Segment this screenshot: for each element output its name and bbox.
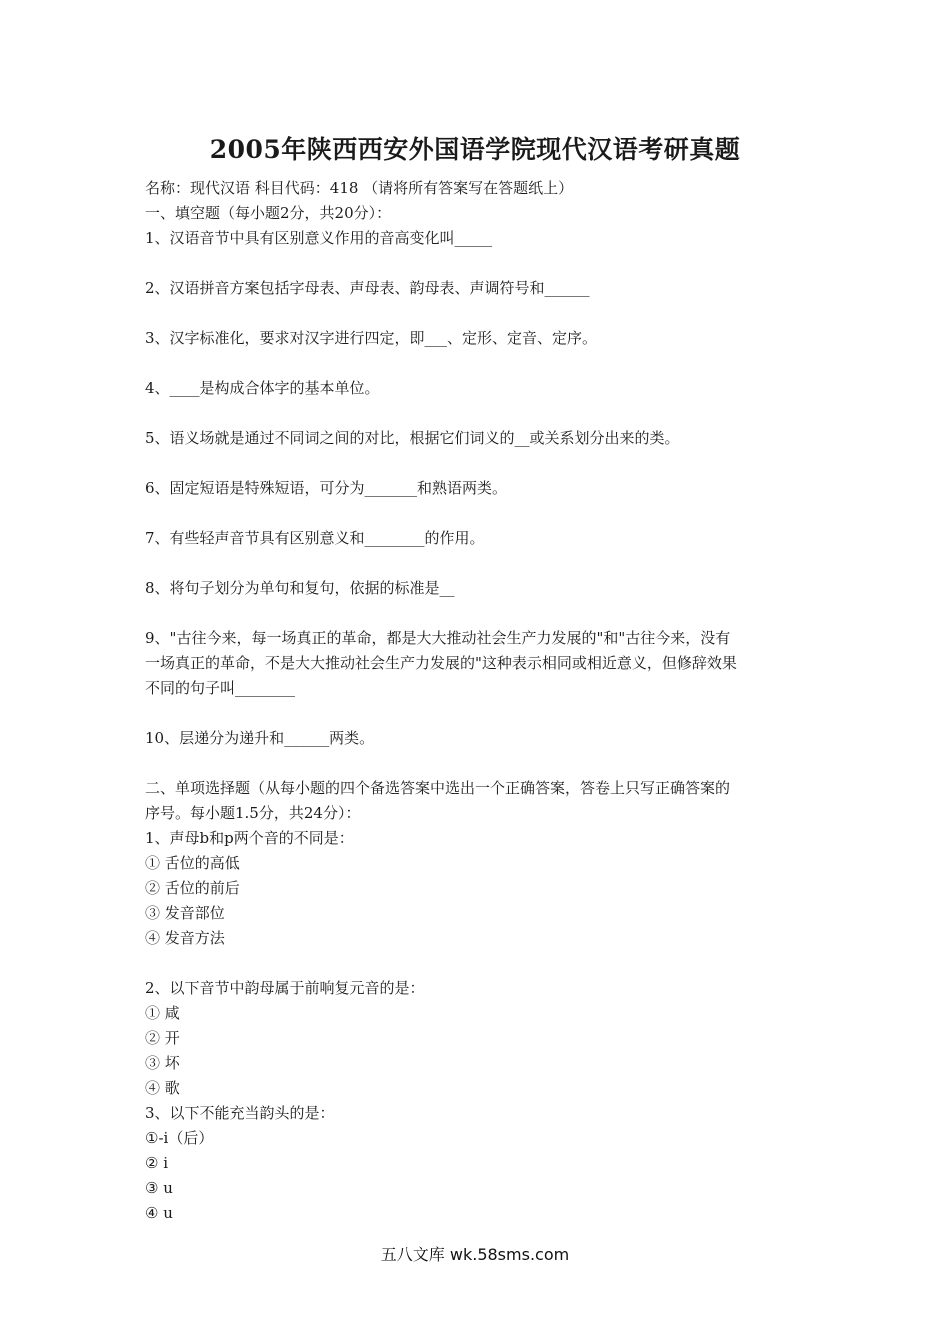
choice-option: ④ u xyxy=(145,1204,173,1222)
section2-heading-line-1: 二、单项选择题（从每小题的四个备选答案中选出一个正确答案，答卷上只写正确答案的 xyxy=(145,779,731,797)
fill-question-2: 2、汉语拼音方案包括字母表、声母表、韵母表、声调符号和______ xyxy=(145,279,590,297)
fill-question-7: 7、有些轻声音节具有区别意义和________的作用。 xyxy=(145,529,485,547)
fill-question-1: 1、汉语音节中具有区别意义作用的音高变化叫_____ xyxy=(145,229,493,247)
section2-heading-line-2: 序号。每小题1.5分，共24分）： xyxy=(145,804,361,822)
choice-question-2-stem: 2、以下音节中韵母属于前响复元音的是： xyxy=(145,979,425,997)
choice-option: ③ 坏 xyxy=(145,1054,180,1072)
fill-question-3: 3、汉字标准化，要求对汉字进行四定，即___、定形、定音、定序。 xyxy=(145,329,598,347)
choice-option: ④ 歌 xyxy=(145,1079,180,1097)
choice-option: ② 舌位的前后 xyxy=(145,879,240,897)
choice-question-3-stem: 3、以下不能充当韵头的是： xyxy=(145,1104,335,1122)
choice-option: ③ 发音部位 xyxy=(145,904,225,922)
fill-question-9-line-1: 9、"古往今来，每一场真正的革命，都是大大推动社会生产力发展的"和"古往今来，没有 xyxy=(145,629,731,647)
fill-question-10: 10、层递分为递升和______两类。 xyxy=(145,729,375,747)
choice-option: ③ u xyxy=(145,1179,173,1197)
choice-option: ① 舌位的高低 xyxy=(145,854,240,872)
page-title: 2005年陕西西安外国语学院现代汉语考研真题 xyxy=(209,135,741,164)
fill-question-6: 6、固定短语是特殊短语，可分为_______和熟语两类。 xyxy=(145,479,508,497)
fill-question-9-line-3: 不同的句子叫________ xyxy=(145,679,296,697)
fill-question-5: 5、语义场就是通过不同词之间的对比，根据它们词义的__或关系划分出来的类。 xyxy=(145,429,680,447)
fill-question-9-line-2: 一场真正的革命，不是大大推动社会生产力发展的"这种表示相同或相近意义，但修辞效果 xyxy=(145,654,737,672)
choice-option: ② i xyxy=(145,1154,169,1172)
exam-header-line: 名称：现代汉语 科目代码：418 （请将所有答案写在答题纸上） xyxy=(145,179,574,197)
exam-body xyxy=(145,176,810,1226)
choice-option: ④ 发音方法 xyxy=(145,929,225,947)
choice-option: ① 咸 xyxy=(145,1004,180,1022)
choice-question-1-stem: 1、声母b和p两个音的不同是： xyxy=(145,829,354,847)
choice-option: ①-i（后） xyxy=(145,1129,214,1147)
fill-question-8: 8、将句子划分为单句和复句，依据的标准是__ xyxy=(145,579,455,597)
choice-option: ② 开 xyxy=(145,1029,180,1047)
fill-question-4: 4、____是构成合体字的基本单位。 xyxy=(145,379,380,397)
watermark-footer: 五八文库 wk.58sms.com xyxy=(380,1245,570,1264)
section1-heading: 一、填空题（每小题2分，共20分）： xyxy=(145,204,392,222)
